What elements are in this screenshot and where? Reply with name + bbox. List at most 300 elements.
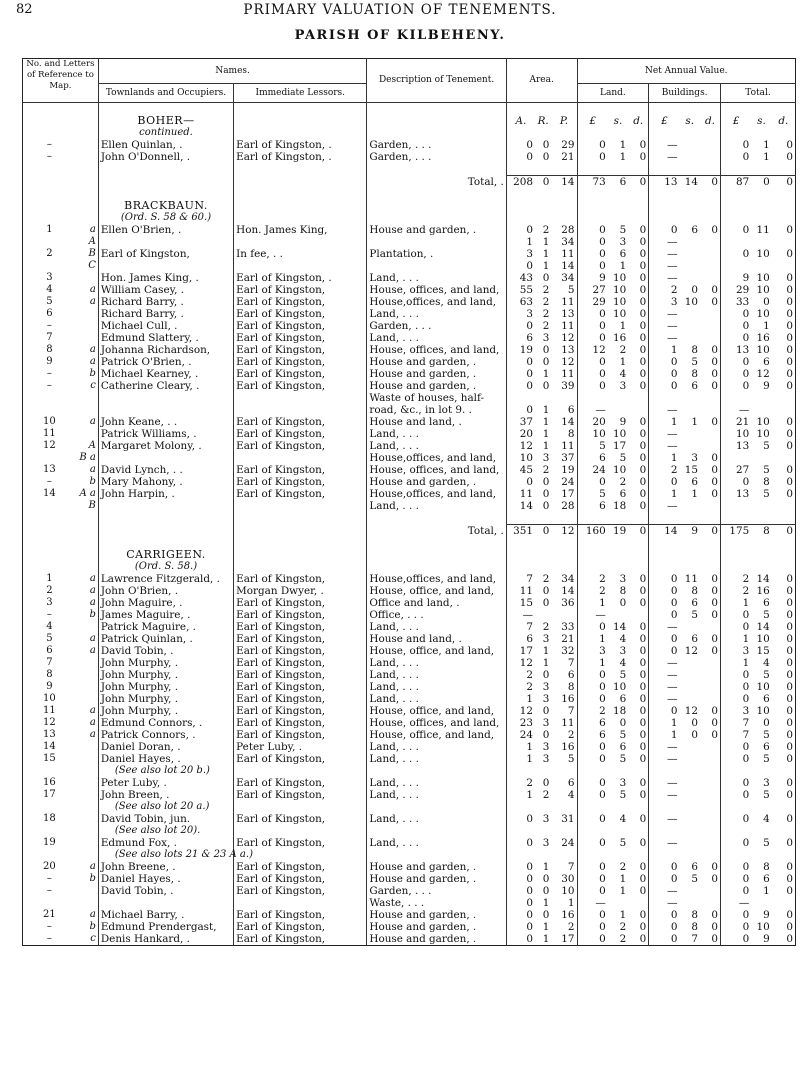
value-ll: 0 xyxy=(599,873,606,885)
value-cell xyxy=(535,537,551,549)
value-bs xyxy=(680,753,701,765)
value-tl: 13 xyxy=(736,440,750,452)
value-tl xyxy=(721,260,752,272)
value-ll: 2 xyxy=(599,585,606,597)
value-td xyxy=(772,392,796,404)
value-td: 0 xyxy=(786,717,793,729)
value-ld: 0 xyxy=(628,681,649,693)
table-header xyxy=(23,59,796,103)
value-p: 34 xyxy=(551,236,577,248)
immediate-lessor: Earl of Kingston, xyxy=(234,813,367,825)
lessor-cell xyxy=(234,561,367,573)
note-row xyxy=(23,849,796,861)
value-a: 1 xyxy=(526,753,533,765)
tenement-description: House, offices, and land, xyxy=(367,344,506,356)
value-r: 1 xyxy=(542,260,550,272)
value-ts: 5 xyxy=(763,753,770,765)
tenement-description: Garden, . . . xyxy=(367,151,506,163)
value-p: 4 xyxy=(551,789,577,801)
lessor-cell xyxy=(234,849,367,861)
table-row xyxy=(23,909,796,921)
total-ld: 0 xyxy=(628,525,649,538)
ref-letter: c xyxy=(76,380,99,392)
value-ts: 16 xyxy=(756,585,770,597)
ref-number: 11 xyxy=(43,705,56,716)
ref-number: – xyxy=(46,921,52,932)
immediate-lessor: Peter Luby, . xyxy=(234,741,367,753)
value-cell xyxy=(551,103,577,116)
value-a: 0 xyxy=(526,151,533,163)
value-a: 23 xyxy=(519,717,533,729)
immediate-lessor: Earl of Kingston, . xyxy=(234,272,367,284)
value-td xyxy=(772,404,796,416)
value-tl: — xyxy=(738,897,750,909)
value-ld: 0 xyxy=(628,645,649,657)
value-ll: 0 xyxy=(599,669,606,681)
ref-cell xyxy=(23,825,76,837)
value-cell xyxy=(506,849,535,861)
ref-number: 21 xyxy=(43,909,56,920)
value-a: 3 xyxy=(526,248,533,260)
total-a: 351 xyxy=(506,525,535,538)
value-td: 0 xyxy=(786,789,793,801)
value-ts: 5 xyxy=(763,729,770,741)
value-cell xyxy=(649,127,680,139)
value-cell xyxy=(628,200,649,212)
value-cell xyxy=(535,163,551,176)
value-cell xyxy=(772,537,796,549)
value-tl: 9 xyxy=(742,272,750,284)
ref-letter: a xyxy=(76,909,99,921)
immediate-lessor: Earl of Kingston, xyxy=(234,284,367,296)
value-ld: 0 xyxy=(628,308,649,320)
table-row xyxy=(23,609,796,621)
value-ll: 5 xyxy=(599,488,606,500)
tenement-description: House,offices, and land, xyxy=(367,296,506,308)
note-row xyxy=(23,801,796,813)
value-p: 28 xyxy=(551,500,577,512)
value-cell xyxy=(680,549,701,561)
occupier-name: John Maguire, . xyxy=(98,597,233,609)
value-ld: 0 xyxy=(628,573,649,585)
occupier-name: Edmund Connors, . xyxy=(98,717,233,729)
tenement-description: House and land, . xyxy=(367,416,506,428)
value-a: 17 xyxy=(519,645,533,657)
value-ts xyxy=(751,452,772,464)
ref-number xyxy=(23,452,76,464)
table-row xyxy=(23,488,796,500)
value-ll: 0 xyxy=(599,813,606,825)
total-bs: 14 xyxy=(680,176,701,189)
tenement-description: Land, . . . xyxy=(367,308,506,320)
occupier-name: John Breene, . xyxy=(98,861,233,873)
ref-letter: a xyxy=(76,284,99,296)
table-row xyxy=(23,657,796,669)
table-row xyxy=(23,464,796,476)
occupier-name: David Tobin, . xyxy=(98,885,233,897)
value-ts: 3 xyxy=(763,777,770,789)
value-ls: 5 xyxy=(619,789,627,801)
value-td: 0 xyxy=(786,837,793,849)
value-bd: 0 xyxy=(700,464,721,476)
townland-subtitle-row xyxy=(23,212,796,224)
value-bd: 0 xyxy=(700,356,721,368)
occupier-name: James Maguire, . xyxy=(98,609,233,621)
value-td: 0 xyxy=(786,885,793,897)
value-ls: 6 xyxy=(619,248,627,260)
value-td: 0 xyxy=(786,440,793,452)
value-td: 0 xyxy=(786,861,793,873)
value-tl: 0 xyxy=(742,609,750,621)
value-tl: — xyxy=(738,404,750,416)
value-ls: 10 xyxy=(613,296,627,308)
tenement-description xyxy=(367,236,506,248)
value-cell xyxy=(751,549,772,561)
tenement-description: House and garden, . xyxy=(367,933,506,946)
value-ld: 0 xyxy=(628,705,649,717)
ref-letter xyxy=(76,392,99,404)
value-r: 2 xyxy=(542,789,550,801)
value-ts: 1 xyxy=(763,151,770,163)
value-ld: 0 xyxy=(628,873,649,885)
col-description-header: Description of Tenement. xyxy=(367,59,506,103)
table-row xyxy=(23,139,796,151)
ref-number: 11 xyxy=(43,428,56,439)
value-ts: 0 xyxy=(763,717,770,729)
ref-cell xyxy=(23,176,76,189)
total-row xyxy=(23,525,796,538)
total-ls: 19 xyxy=(608,525,629,538)
value-bs xyxy=(680,272,701,284)
value-cell xyxy=(649,801,680,813)
value-cell xyxy=(577,537,608,549)
value-bl: — xyxy=(667,693,678,705)
value-bd: 0 xyxy=(700,921,721,933)
unit-label: s. xyxy=(757,115,766,127)
tenement-description: House and garden, . xyxy=(367,861,506,873)
table-row xyxy=(23,404,796,416)
value-cell xyxy=(551,849,577,861)
value-cell xyxy=(649,537,680,549)
value-r: 0 xyxy=(542,585,550,597)
col-ref-header: No. and Letters of Reference to Map. xyxy=(23,59,99,103)
ref-letter xyxy=(76,885,99,897)
ref-letter-cell xyxy=(76,825,99,837)
value-cell xyxy=(700,537,721,549)
tenement-description: Land, . . . xyxy=(367,693,506,705)
table-row xyxy=(23,344,796,356)
value-cell xyxy=(506,200,535,212)
value-p: 8 xyxy=(551,681,577,693)
value-ts: 10 xyxy=(756,308,770,320)
value-ts: 10 xyxy=(756,633,770,645)
value-ll: 0 xyxy=(599,236,606,248)
value-bs: 5 xyxy=(691,356,698,368)
value-ls: 6 xyxy=(619,741,627,753)
tenement-description: road, &c., in lot 9. . xyxy=(367,404,506,416)
unit-label: d. xyxy=(700,115,721,127)
lessor-cell xyxy=(234,163,367,176)
value-ll xyxy=(577,392,608,404)
value-cell xyxy=(649,825,680,837)
value-bl: — xyxy=(667,308,678,320)
value-cell xyxy=(535,561,551,573)
value-r: 0 xyxy=(542,344,550,356)
value-bs xyxy=(680,440,701,452)
value-bd: 0 xyxy=(700,344,721,356)
value-bs: 8 xyxy=(691,585,698,597)
ref-letter: a xyxy=(76,296,99,308)
value-bd: 0 xyxy=(700,645,721,657)
immediate-lessor: Earl of Kingston, xyxy=(234,753,367,765)
value-ll: 9 xyxy=(599,272,606,284)
value-td: 0 xyxy=(786,151,793,163)
value-cell xyxy=(751,801,772,813)
value-a: 19 xyxy=(519,344,533,356)
ref-letter xyxy=(76,308,99,320)
tenement-description: Land, . . . xyxy=(367,669,506,681)
value-bd xyxy=(700,813,721,825)
immediate-lessor: Earl of Kingston, xyxy=(234,729,367,741)
value-cell xyxy=(721,537,752,549)
value-cell xyxy=(772,188,796,200)
ref-letter: a xyxy=(76,356,99,368)
ref-number: 4 xyxy=(46,621,53,632)
immediate-lessor: Earl of Kingston, xyxy=(234,440,367,452)
value-bs xyxy=(680,669,701,681)
ref-letter: A xyxy=(76,440,99,452)
tenement-description: Waste, . . . xyxy=(367,897,506,909)
value-a: — xyxy=(522,609,533,621)
value-ll: 0 xyxy=(599,933,606,945)
occupier-name: John Murphy, . xyxy=(98,669,233,681)
ref-letter: A a xyxy=(76,488,99,500)
value-bd xyxy=(700,741,721,753)
value-ts: 9 xyxy=(763,909,770,921)
value-cell xyxy=(551,561,577,573)
value-p: 19 xyxy=(551,464,577,476)
value-bl: — xyxy=(667,813,678,825)
value-cell xyxy=(551,825,577,837)
value-bd xyxy=(700,440,721,452)
value-a: 6 xyxy=(526,332,533,344)
value-a: 0 xyxy=(526,380,533,392)
value-cell xyxy=(680,212,701,224)
value-ts: 8 xyxy=(763,476,770,488)
value-a: 6 xyxy=(526,633,533,645)
value-a: 11 xyxy=(519,488,533,500)
value-bd xyxy=(700,151,721,163)
immediate-lessor: Earl of Kingston, xyxy=(234,693,367,705)
value-p: 6 xyxy=(551,404,577,416)
value-bd xyxy=(700,753,721,765)
value-p: 12 xyxy=(551,332,577,344)
value-p: 13 xyxy=(551,344,577,356)
value-ls: 18 xyxy=(613,705,627,717)
value-a: 1 xyxy=(526,741,533,753)
value-ll: 0 xyxy=(599,368,606,380)
table-row xyxy=(23,669,796,681)
ref-letter xyxy=(76,813,99,825)
value-p: 39 xyxy=(551,380,577,392)
value-bs: 6 xyxy=(691,597,698,609)
value-r: 0 xyxy=(542,873,550,885)
ref-letter-cell xyxy=(76,115,99,127)
value-bl: — xyxy=(667,669,678,681)
ref-letter-cell xyxy=(76,176,99,189)
value-ld: 0 xyxy=(628,693,649,705)
value-bl: — xyxy=(667,320,678,332)
value-ts xyxy=(751,260,772,272)
lessor-cell xyxy=(234,549,367,561)
value-ts: 10 xyxy=(756,416,770,428)
value-ld: 0 xyxy=(628,428,649,440)
value-cell xyxy=(751,188,772,200)
description-cell xyxy=(367,127,506,139)
value-cell xyxy=(535,849,551,861)
unit-label: d. xyxy=(778,115,789,127)
ref-number: – xyxy=(46,139,52,150)
value-cell xyxy=(535,200,551,212)
value-ld: 0 xyxy=(628,777,649,789)
ref-letter: a xyxy=(76,705,99,717)
value-r: 0 xyxy=(542,380,550,392)
value-p: 17 xyxy=(551,488,577,500)
value-bd: 0 xyxy=(700,476,721,488)
ref-number: – xyxy=(46,368,52,379)
value-ts: 1 xyxy=(763,885,770,897)
value-cell xyxy=(506,163,535,176)
immediate-lessor: Earl of Kingston, xyxy=(234,621,367,633)
value-cell xyxy=(700,512,721,525)
ref-letter: A xyxy=(76,236,99,248)
value-bs xyxy=(680,621,701,633)
value-ll: 0 xyxy=(599,909,606,921)
ref-letter-cell xyxy=(76,127,99,139)
value-a: 0 xyxy=(526,139,533,151)
unit-label: s. xyxy=(613,115,623,127)
value-tl: 0 xyxy=(742,669,750,681)
value-ts xyxy=(751,500,772,512)
value-ld: 0 xyxy=(628,224,649,236)
tenement-description: House and garden, . xyxy=(367,224,506,236)
value-ll: 0 xyxy=(599,885,606,897)
ref-letter xyxy=(76,332,99,344)
value-tl: 1 xyxy=(742,597,750,609)
value-bl: — xyxy=(667,139,678,151)
see-also-note: (See also lot 20 a.) xyxy=(98,801,233,813)
immediate-lessor: Earl of Kingston, xyxy=(234,885,367,897)
see-also-note: (See also lot 20 b.) xyxy=(98,765,233,777)
value-bl: 1 xyxy=(670,452,678,464)
value-bd: 0 xyxy=(700,380,721,392)
value-cell xyxy=(506,103,535,116)
value-bs xyxy=(680,392,701,404)
value-cell xyxy=(535,103,551,116)
value-r: 3 xyxy=(542,332,550,344)
table-row xyxy=(23,789,796,801)
value-bl: — xyxy=(667,260,678,272)
ref-letter-cell xyxy=(76,103,99,116)
value-bl: 0 xyxy=(670,909,678,921)
ref-cell xyxy=(23,127,76,139)
value-cell xyxy=(628,549,649,561)
value-bd: 0 xyxy=(700,729,721,741)
page-header xyxy=(0,0,800,22)
lessor-cell xyxy=(234,200,367,212)
value-a: 7 xyxy=(526,621,533,633)
value-p: 29 xyxy=(551,139,577,151)
ref-cell xyxy=(23,765,76,777)
description-cell xyxy=(367,849,506,861)
table-row xyxy=(23,440,796,452)
table-row xyxy=(23,741,796,753)
value-bd xyxy=(700,332,721,344)
value-cell xyxy=(700,200,721,212)
value-bl: 0 xyxy=(670,921,678,933)
value-ls: 1 xyxy=(619,909,627,921)
value-p: 12 xyxy=(551,356,577,368)
value-a: 1 xyxy=(526,789,533,801)
value-tl xyxy=(721,392,752,404)
value-bl: 0 xyxy=(670,356,678,368)
value-ll: 3 xyxy=(599,645,606,657)
ref-cell xyxy=(23,525,76,538)
table-row xyxy=(23,777,796,789)
total-ld: 0 xyxy=(628,176,649,189)
value-ld: 0 xyxy=(628,476,649,488)
value-p: 24 xyxy=(551,476,577,488)
value-a: 12 xyxy=(519,657,533,669)
value-a: 24 xyxy=(519,729,533,741)
ref-number: 5 xyxy=(46,296,53,307)
value-ld: 0 xyxy=(628,260,649,272)
immediate-lessor: Earl of Kingston, xyxy=(234,476,367,488)
value-p: 11 xyxy=(551,248,577,260)
value-bl: 1 xyxy=(670,717,678,729)
value-ls: 5 xyxy=(619,837,627,849)
ref-cell xyxy=(23,212,76,224)
value-tl xyxy=(721,500,752,512)
table-row xyxy=(23,296,796,308)
value-ls: 17 xyxy=(613,440,627,452)
value-ll: 0 xyxy=(599,753,606,765)
value-r: 3 xyxy=(542,633,550,645)
value-tl xyxy=(721,236,752,248)
value-bl: 2 xyxy=(670,284,678,296)
total-tl: 87 xyxy=(721,176,752,189)
value-cell xyxy=(551,801,577,813)
ref-number: 10 xyxy=(43,693,56,704)
total-ls: 6 xyxy=(608,176,629,189)
ref-number xyxy=(23,236,76,248)
value-cell xyxy=(608,801,629,813)
immediate-lessor xyxy=(234,452,367,464)
table-row xyxy=(23,272,796,284)
immediate-lessor: Earl of Kingston, xyxy=(234,380,367,392)
value-ts: 6 xyxy=(763,693,770,705)
value-p: 14 xyxy=(551,585,577,597)
value-bs xyxy=(680,777,701,789)
value-r: 0 xyxy=(542,777,550,789)
value-cell xyxy=(608,549,629,561)
value-bd: 0 xyxy=(700,609,721,621)
lessor-cell xyxy=(234,176,367,189)
description-cell xyxy=(367,537,506,549)
value-r: 3 xyxy=(542,717,550,729)
value-bl: — xyxy=(667,897,678,909)
value-p: 17 xyxy=(551,933,577,946)
